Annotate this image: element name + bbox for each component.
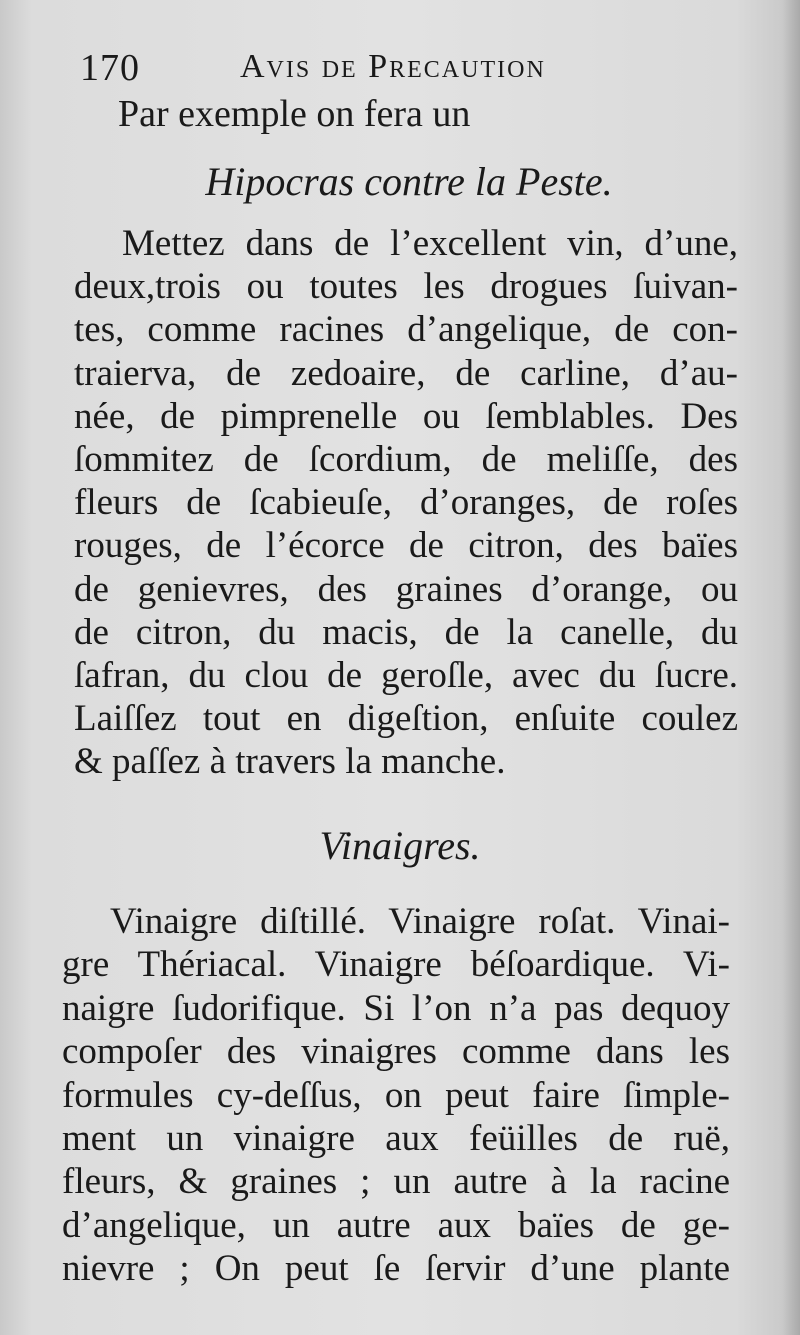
text-line: née, de pimprenelle ou ſemblables. Des <box>74 395 738 437</box>
text-line: traierva, de zedoaire, de carline, d’au- <box>74 352 738 394</box>
text-line: gre Thériacal. Vinaigre béſoardique. Vi- <box>62 944 730 986</box>
text-line: deux,trois ou toutes les drogues ſuivan- <box>74 266 738 308</box>
text-line: ſommitez de ſcordium, de meliſſe, des <box>74 438 738 480</box>
text-line: Mettez dans de l’excellent vin, d’une, <box>122 223 738 264</box>
text-line: Laiſſez tout en digeſtion, enſuite coulez <box>74 698 738 740</box>
paragraph-vinaigres <box>62 900 730 1291</box>
text-line: de citron, du macis, de la canelle, du <box>74 611 738 653</box>
text-line: fleurs, & graines ; un autre à la racine <box>62 1161 730 1203</box>
section-title-vinaigres: Vinaigres. <box>319 823 481 868</box>
intro-line: Par exemple on fera un <box>118 93 471 135</box>
page-header <box>80 46 720 96</box>
running-title: Avis de Precaution <box>240 48 546 85</box>
paragraph-hipocras <box>74 222 738 783</box>
text-line: & paſſez à travers la manche. <box>74 741 506 783</box>
page-number: 170 <box>80 47 140 89</box>
text-line: compoſer des vinaigres comme dans les <box>62 1031 730 1073</box>
text-line: Vinaigre diſtillé. Vinaigre roſat. Vinai- <box>110 901 730 942</box>
section-title-hipocras: Hipocras contre la Peste. <box>205 159 613 204</box>
text-line: formules cy-deſſus, on peut faire ſimple- <box>62 1074 730 1116</box>
text-line: ment un vinaigre aux feüilles de ruë, <box>62 1117 730 1159</box>
text-line: tes, comme racines d’angelique, de con- <box>74 309 738 351</box>
text-line: de genievres, des graines d’orange, ou <box>74 568 738 610</box>
text-line: nievre ; On peut ſe ſervir d’une plante <box>62 1248 730 1290</box>
text-line: rouges, de l’écorce de citron, des baïes <box>74 525 738 567</box>
text-line: ſafran, du clou de geroſle, avec du ſucre. <box>74 654 738 696</box>
text-line: d’angelique, un autre aux baïes de ge- <box>62 1204 730 1246</box>
text-line: naigre ſudorifique. Si l’on n’a pas dequoy <box>62 987 730 1029</box>
text-line: fleurs de ſcabieuſe, d’oranges, de roſes <box>74 482 738 524</box>
